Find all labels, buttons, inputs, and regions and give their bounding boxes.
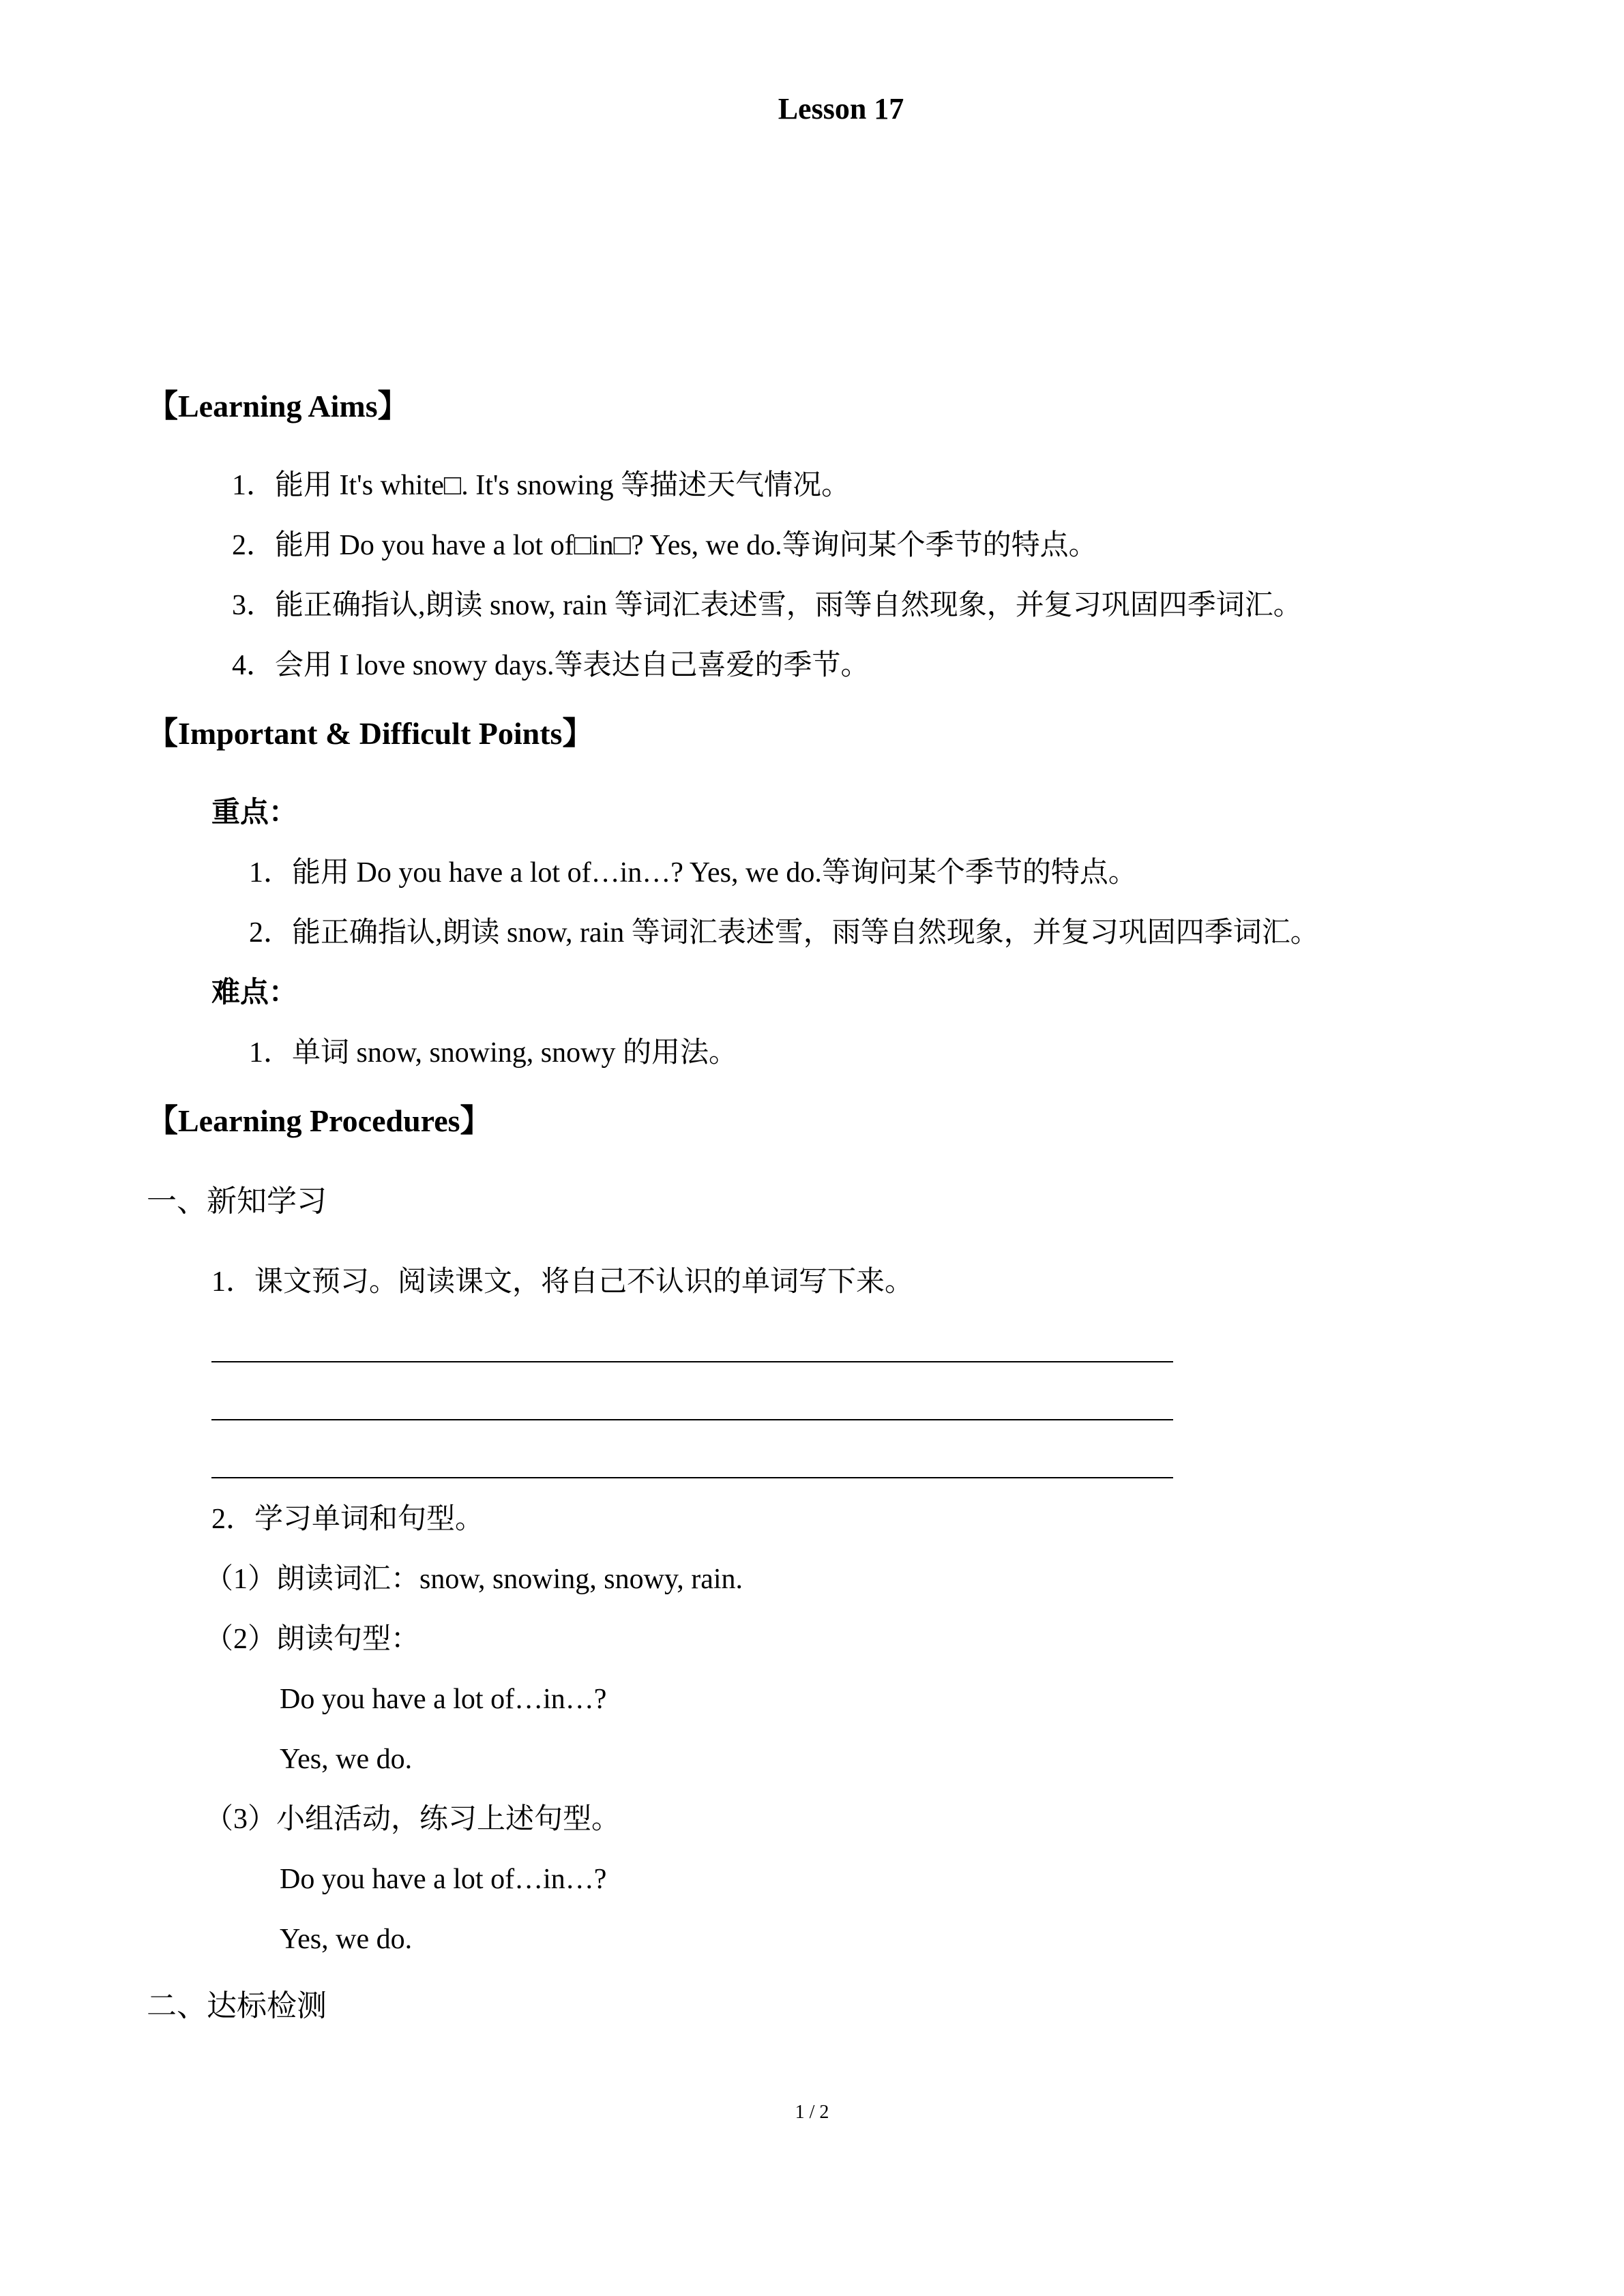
practice-sentence-1: Do you have a lot of…in…?: [280, 1684, 607, 1715]
procedure-substep-3: （3）小组活动，练习上述句型。: [205, 1804, 621, 1835]
heading-learning-procedures: 【Learning Procedures】: [147, 1103, 492, 1138]
section-1-title: 一、新知学习: [147, 1184, 327, 1218]
blank-answer-line-3: [211, 1420, 1173, 1478]
procedure-substep-2: （2）朗读句型：: [205, 1624, 420, 1655]
blank-answer-line-1: [211, 1312, 1173, 1362]
learning-aim-item-3: 3．能正确指认,朗读 snow, rain 等词汇表述雪，雨等自然现象，并复习巩固四季词汇。: [232, 590, 1302, 621]
learning-aim-item-1: 1．能用 It's white□. It's snowing 等描述天气情况。: [232, 470, 851, 501]
procedure-substep-1: （1）朗读词汇：snow, snowing, snowy, rain.: [205, 1564, 743, 1595]
learning-aim-item-4: 4．会用 I love snowy days.等表达自己喜爱的季节。: [232, 650, 870, 681]
practice-sentence-3: Do you have a lot of…in…?: [280, 1864, 607, 1895]
blank-answer-line-2: [211, 1362, 1173, 1420]
difficult-point-item-1: 1．单词 snow, snowing, snowy 的用法。: [249, 1037, 737, 1069]
document-title: Lesson 17: [778, 92, 904, 125]
key-point-item-1: 1．能用 Do you have a lot of…in…? Yes, we do.等询问某个季节的特点。: [249, 857, 1137, 889]
heading-important-difficult-points: 【Important & Difficult Points】: [147, 716, 594, 751]
procedure-step-2: 2．学习单词和句型。: [211, 1504, 484, 1535]
heading-learning-aims: 【Learning Aims】: [147, 389, 409, 423]
learning-aim-item-2: 2．能用 Do you have a lot of□in□? Yes, we do.等询问某个季节的特点。: [232, 530, 1097, 561]
page-number: 1 / 2: [795, 2102, 829, 2123]
key-point-item-2: 2．能正确指认,朗读 snow, rain 等词汇表述雪，雨等自然现象，并复习巩固四季词汇。: [249, 917, 1319, 949]
procedure-step-1: 1．课文预习。阅读课文，将自己不认识的单词写下来。: [211, 1266, 914, 1298]
practice-sentence-2: Yes, we do.: [280, 1744, 413, 1775]
key-points-label: 重点：: [211, 797, 298, 829]
practice-sentence-4: Yes, we do.: [280, 1924, 413, 1955]
difficult-points-label: 难点：: [211, 977, 298, 1009]
section-2-title: 二、达标检测: [147, 1989, 327, 2023]
